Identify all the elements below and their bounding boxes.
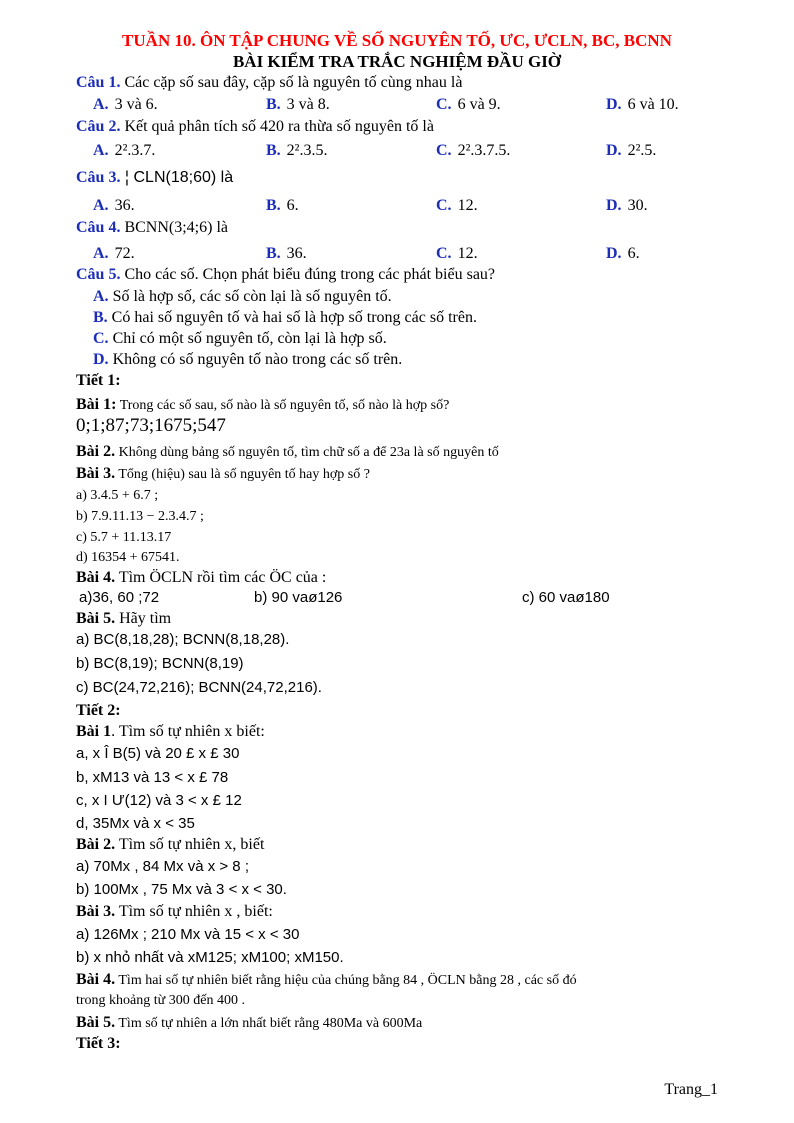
tiet2-exercise-1-item-b: b, xM13 và 13 < x £ 78 [76,769,229,786]
tiet2-exercise-2-item-a: a) 70Mx , 84 Mx và x > 8 ; [76,858,249,875]
question-text: Kết quả phân tích số 420 ra thừa số nguyên tố là [120,118,434,135]
question-text: BCNN(3;4;6) là [120,219,228,236]
tiet2-exercise-2-item-b: b) 100Mx , 75 Mx và 3 < x < 30. [76,881,287,898]
question-3-option-c: C. 12. [436,197,478,214]
tiet1-exercise-5-item-a: a) BC(8,18,28); BCNN(8,18,28). [76,631,290,648]
question-2-option-a: A. 2².3.7. [93,142,156,159]
question-2-option-c: C. 2².3.7.5. [436,142,511,159]
question-5-option-b: B. Có hai số nguyên tố và hai số là hợp số trong các số trên. [93,309,477,326]
tiet2-exercise-4: Bài 4. Tìm hai số tự nhiên biết rằng hiệu của chúng bằng 84 , ÖCLN bằng 28 , các số đó [76,971,577,988]
question-label: Câu 2. [76,118,121,135]
tiet1-exercise-4: Bài 4. Tìm ÖCLN rồi tìm các ÖC của : [76,569,327,586]
question-2-option-d: D. 2².5. [606,142,657,159]
tiet2-exercise-1-item-d: d, 35Mx và x < 35 [76,815,195,832]
question-3-option-a: A. 36. [93,197,135,214]
tiet2-exercise-4-continued: trong khoảng từ 300 đến 400 . [76,993,245,1008]
tiet1-exercise-4-item-b: b) 90 vaø126 [254,589,343,606]
tiet2-exercise-3-item-a: a) 126Mx ; 210 Mx và 15 < x < 30 [76,926,300,943]
question-5-option-a: A. Số là hợp số, các số còn lại là số nguyên tố. [93,288,392,305]
question-1 [76,73,462,93]
tiet1-exercise-3-item-d: d) 16354 + 67541. [76,550,180,565]
tiet1-exercise-4-item-a: a)36, 60 ;72 [79,589,160,606]
tiet1-exercise-5-item-b: b) BC(8,19); BCNN(8,19) [76,655,244,672]
question-text: ¦ CLN(18;60) là [120,169,234,186]
question-4-option-a: A. 72. [93,245,135,262]
question-3 [76,168,233,188]
question-4 [76,218,228,238]
tiet1-exercise-3-item-c: c) 5.7 + 11.13.17 [76,530,172,545]
tiet1-exercise-2: Bài 2. Không dùng bảng số nguyên tố, tìm chữ số a để 23a là số nguyên tố [76,443,499,460]
question-5 [76,265,495,285]
tiet1-exercise-5-item-c: c) BC(24,72,216); BCNN(24,72,216). [76,679,322,696]
question-5-option-c: C. Chỉ có một số nguyên tố, còn lại là hợp số. [93,330,387,347]
tiet1-exercise-4-item-c: c) 60 vaø180 [522,589,610,606]
tiet1-exercise-3: Bài 3. Tổng (hiệu) sau là số nguyên tố hay hợp số ? [76,465,370,482]
tiet1-exercise-3-item-b: b) 7.9.11.13 − 2.3.4.7 ; [76,509,204,524]
tiet1-exercise-1: Bài 1: Trong các số sau, số nào là số nguyên tố, số nào là hợp số? [76,396,450,413]
tiet2-exercise-2: Bài 2. Tìm số tự nhiên x, biết [76,836,265,853]
question-2-option-b: B. 2².3.5. [266,142,328,159]
question-label: Câu 3. [76,169,121,186]
question-4-option-b: B. 36. [266,245,307,262]
tiet2-exercise-1-item-a: a, x Î B(5) và 20 £ x £ 30 [76,745,240,762]
question-label: Câu 5. [76,266,121,283]
tiet1-exercise-1-numbers: 0;1;87;73;1675;547 [76,415,226,436]
tiet2-exercise-5: Bài 5. Tìm số tự nhiên a lớn nhất biết rằng 480Ma và 600Ma [76,1014,423,1031]
tiet1-exercise-5: Bài 5. Hãy tìm [76,610,172,627]
section-heading-tiet-1: Tiết 1: [76,372,121,389]
tiet2-exercise-3: Bài 3. Tìm số tự nhiên x , biết: [76,903,273,920]
question-3-option-d: D. 30. [606,197,648,214]
question-text: Các cặp số sau đây, cặp số là nguyên tố cùng nhau là [120,74,463,91]
question-label: Câu 4. [76,219,121,236]
question-2 [76,117,434,137]
question-label: Câu 1. [76,74,121,91]
question-1-option-d: D. 6 và 10. [606,96,679,113]
section-heading-tiet-2: Tiết 2: [76,702,121,719]
page-title: TUẦN 10. ÔN TẬP CHUNG VỀ SỐ NGUYÊN TỐ, ƯC, ƯCLN, BC, BCNN [122,31,672,50]
question-1-option-b: B. 3 và 8. [266,96,330,113]
tiet1-exercise-3-item-a: a) 3.4.5 + 6.7 ; [76,488,159,503]
question-1-option-a: A. 3 và 6. [93,96,158,113]
page-subtitle: BÀI KIỂM TRA TRẮC NGHIỆM ĐẦU GIỜ [232,52,562,71]
question-3-option-b: B. 6. [266,197,299,214]
question-5-option-d: D. Không có số nguyên tố nào trong các số trên. [93,351,403,368]
tiet2-exercise-3-item-b: b) x nhỏ nhất và xM125; xM100; xM150. [76,949,344,966]
tiet2-exercise-1: Bài 1. Tìm số tự nhiên x biết: [76,723,265,740]
section-heading-tiet-3: Tiết 3: [76,1035,121,1052]
question-4-option-d: D. 6. [606,245,640,262]
question-1-option-c: C. 6 và 9. [436,96,501,113]
question-text: Cho các số. Chọn phát biểu đúng trong các phát biểu sau? [120,266,496,283]
question-4-option-c: C. 12. [436,245,478,262]
tiet2-exercise-1-item-c: c, x Ι Ư(12) và 3 < x £ 12 [76,792,242,809]
page-number: Trang_1 [664,1081,718,1098]
